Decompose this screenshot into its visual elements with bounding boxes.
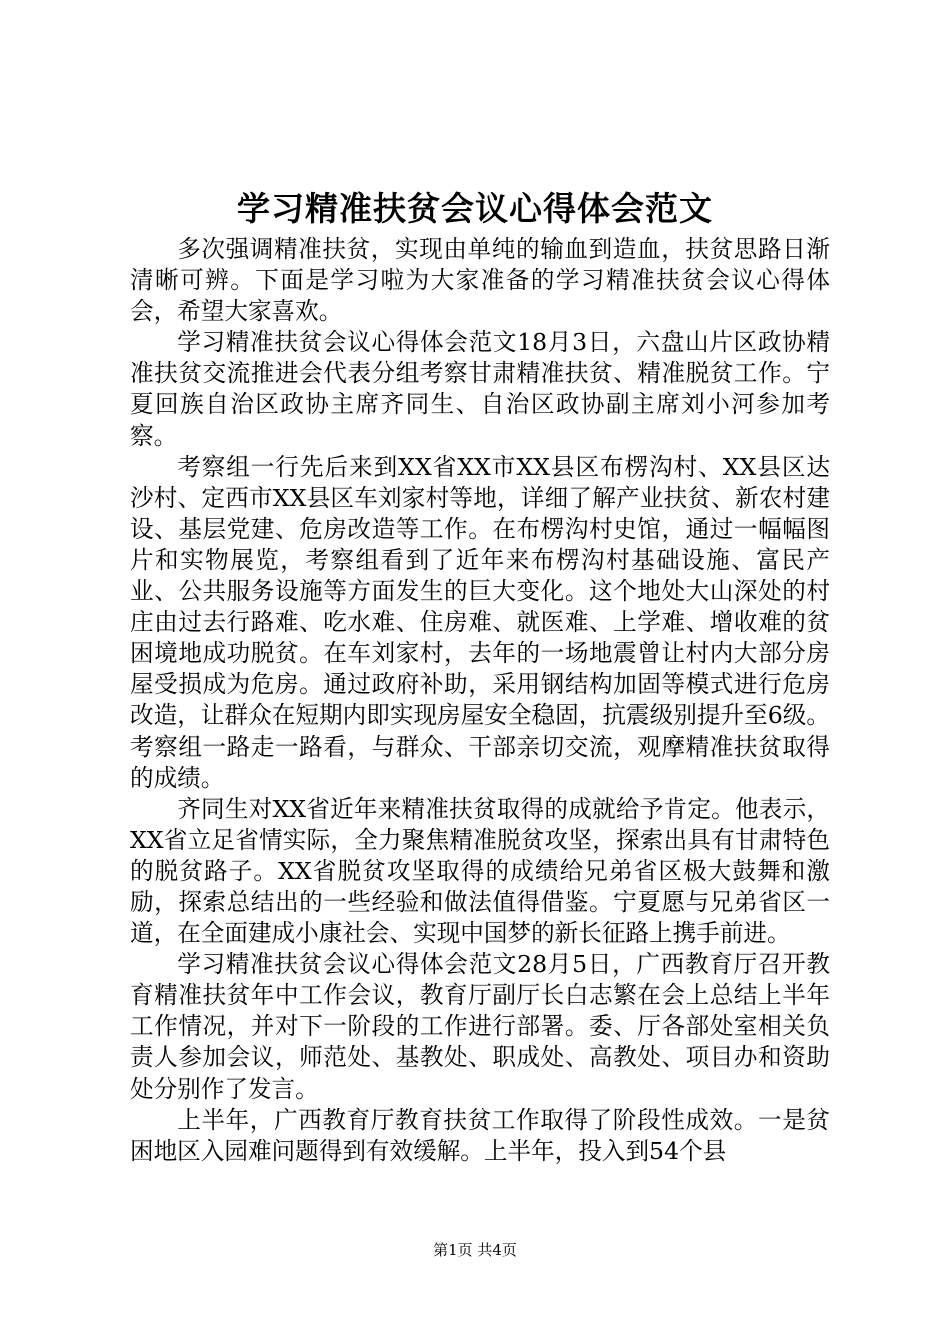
- paragraph-inspection: 考察组一行先后来到XX省XX市XX县区布楞沟村、XX县区达沙村、定西市XX县区车刘家村等地，详细了解产业扶贫、新农村建设、基层党建、危房改造等工作。在布楞沟村史馆，通过一幅幅图片和实物展览，考察组看到了近年来布楞沟村基础设施、富民产业、公共服务设施等方面发生的巨大变化。这个地处大山深处的村庄由过去行路难、吃水难、住房难、就医难、上学难、增收难的贫困境地成功脱贫。在车刘家村，去年的一场地震曾让村内大部分房屋受损成为危房。通过政府补助，采用钢结构加固等模式进行危房改造，让群众在短期内即实现房屋安全稳固，抗震级别提升至6级。考察组一路走一路看，与群众、干部亲切交流，观摩精准扶贫取得的成绩。: [130, 452, 830, 792]
- paragraph-sample-2-opening: 学习精准扶贫会议心得体会范文28月5日，广西教育厅召开教育精准扶贫年中工作会议，教育厅副厅长白志繁在会上总结上半年工作情况，并对下一阶段的工作进行部署。委、厅各部处室相关负责人参加会议，师范处、基教处、职成处、高教处、项目办和资助处分别作了发言。: [130, 950, 830, 1103]
- paragraph-sample-1-opening: 学习精准扶贫会议心得体会范文18月3日，六盘山片区政协精准扶贫交流推进会代表分组考察甘肃精准扶贫、精准脱贫工作。宁夏回族自治区政协主席齐同生、自治区政协副主席刘小河参加考察。: [130, 328, 830, 450]
- paragraph-intro: 多次强调精准扶贫，实现由单纯的输血到造血，扶贫思路日渐清晰可辨。下面是学习啦为大家准备的学习精准扶贫会议心得体会，希望大家喜欢。: [130, 235, 830, 326]
- document-title: 学习精准扶贫会议心得体会范文: [237, 189, 713, 228]
- page-number-footer: 第1页 共4页: [433, 1241, 517, 1259]
- paragraph-affirmation: 齐同生对XX省近年来精准扶贫取得的成就给予肯定。他表示，XX省立足省情实际，全力聚焦精准脱贫攻坚，探索出具有甘肃特色的脱贫路子。XX省脱贫攻坚取得的成绩给兄弟省区极大鼓舞和激励，探索总结出的一些经验和做法值得借鉴。宁夏愿与兄弟省区一道，在全面建成小康社会、实现中国梦的新长征路上携手前进。: [130, 794, 830, 948]
- document-body: [130, 234, 830, 1167]
- paragraph-first-half-results: 上半年，广西教育厅教育扶贫工作取得了阶段性成效。一是贫困地区入园难问题得到有效缓解。上半年，投入到54个县: [130, 1105, 830, 1165]
